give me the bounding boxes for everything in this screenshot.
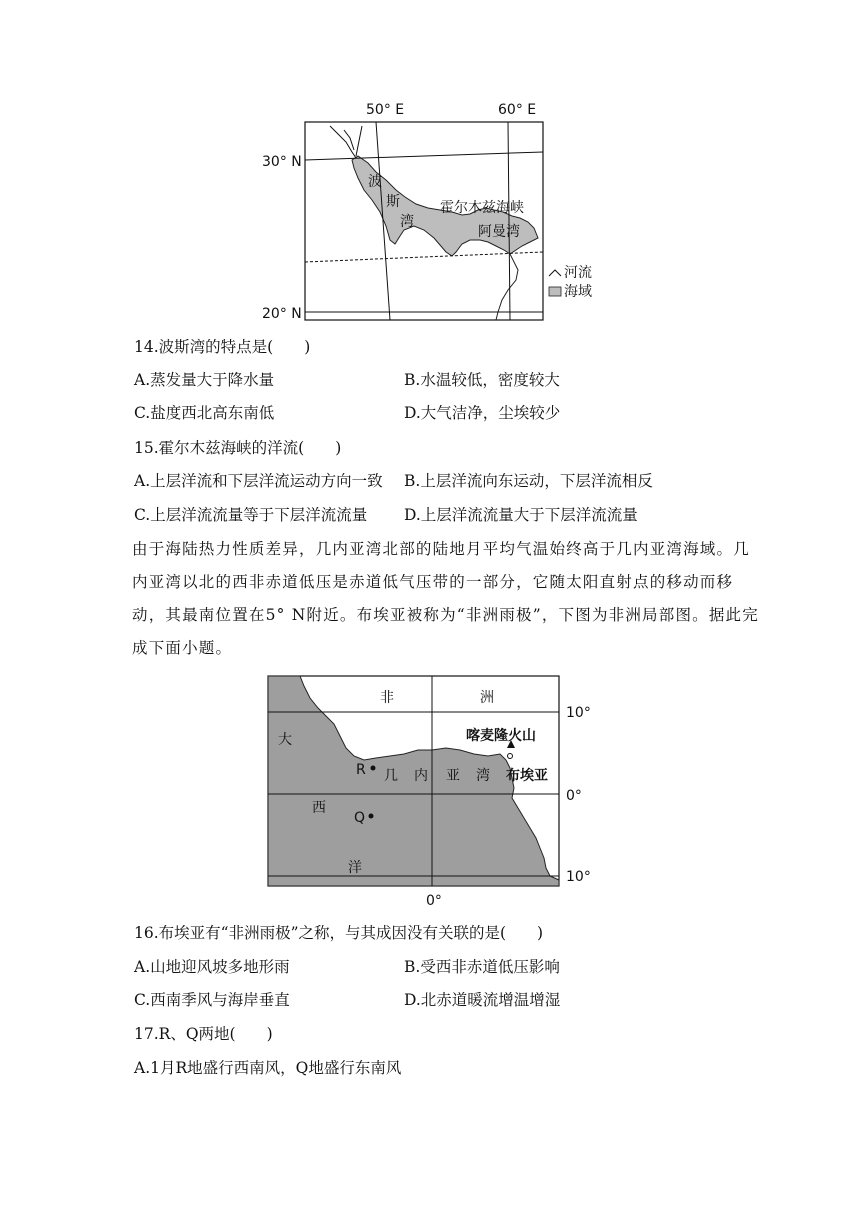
question-17-stem: 17.R、Q两地( ): [134, 1025, 273, 1043]
q16-option-a[interactable]: A.山地迎风坡多地形雨: [134, 958, 290, 976]
q15-option-c[interactable]: C.上层洋流流量等于下层洋流流量: [134, 506, 368, 524]
q17-option-a[interactable]: A.1月R地盛行西南风，Q地盛行东南风: [134, 1059, 402, 1077]
label-zhou: 洲: [480, 690, 494, 706]
africa-map: [0, 670, 860, 910]
label-ya: 亚: [446, 768, 460, 784]
place-hormuz: 霍尔木兹海峡: [440, 200, 524, 216]
lat-label-0: 0°: [566, 788, 582, 804]
point-r-icon: [371, 766, 376, 771]
label-wan: 湾: [476, 768, 490, 784]
label-nei: 内: [414, 768, 428, 784]
q16-option-d[interactable]: D.北赤道暖流增温增湿: [404, 991, 561, 1009]
place-bo: 波: [368, 174, 382, 190]
q15-option-b[interactable]: B.上层洋流向东运动，下层洋流相反: [404, 472, 653, 490]
lat-label-20n: 20° N: [262, 306, 302, 322]
place-gulf-of-oman: 阿曼湾: [478, 224, 520, 240]
label-fei: 非: [380, 690, 394, 706]
q16-option-c[interactable]: C.西南季风与海岸垂直: [134, 991, 290, 1009]
lon-label-50e: 50° E: [366, 102, 405, 118]
place-wan: 湾: [400, 214, 414, 230]
sea-legend-swatch-icon: [549, 287, 561, 296]
reading-passage: 由于海陆热力性质差异，几内亚湾北部的陆地月平均气温始终高于几内亚湾海域。几内亚湾以北的西非赤道低压是赤道低气压带的一部分，它随太阳直射点的移动而移动，其最南位置在5° N附近。布埃亚被称为“非洲雨极”，下图为非洲局部图。据此完成下面小题。: [132, 540, 759, 657]
q14-option-b[interactable]: B.水温较低，密度较大: [404, 371, 560, 389]
persian-gulf-map: [0, 0, 860, 330]
label-yang: 洋: [348, 860, 362, 876]
label-da: 大: [278, 732, 292, 748]
label-r: R: [356, 762, 366, 778]
lon-label-0: 0°: [426, 893, 442, 909]
label-q: Q: [354, 810, 366, 826]
legend-sea-label: 海域: [564, 284, 592, 300]
q15-option-d[interactable]: D.上层洋流流量大于下层洋流流量: [404, 506, 638, 524]
q16-option-b[interactable]: B.受西非赤道低压影响: [404, 958, 560, 976]
label-ji: 几: [384, 768, 398, 784]
river-legend-icon: [549, 270, 561, 276]
label-bueya: 布埃亚: [506, 768, 548, 784]
point-q-icon: [369, 814, 374, 819]
bueya-point-icon: [508, 754, 513, 759]
question-15-stem: 15.霍尔木兹海峡的洋流( ): [134, 439, 342, 457]
question-16-stem: 16.布埃亚有“非洲雨极”之称，与其成因没有关联的是( ): [134, 924, 544, 942]
label-xi: 西: [312, 800, 326, 816]
lat-label-10s: 10°: [566, 869, 591, 885]
question-14-stem: 14.波斯湾的特点是( ): [134, 338, 311, 356]
q14-option-d[interactable]: D.大气洁净，尘埃较少: [404, 404, 561, 422]
q14-option-a[interactable]: A.蒸发量大于降水量: [134, 371, 275, 389]
legend-river-label: 河流: [564, 265, 592, 281]
q14-option-c[interactable]: C.盐度西北高东南低: [134, 404, 275, 422]
lon-label-60e: 60° E: [498, 102, 537, 118]
lat-label-30n: 30° N: [262, 154, 302, 170]
label-cameroon-volcano: 喀麦隆火山: [466, 728, 536, 744]
q15-option-a[interactable]: A.上层洋流和下层洋流运动方向一致: [134, 472, 383, 490]
lat-label-10n: 10°: [566, 705, 591, 721]
place-si: 斯: [386, 194, 400, 210]
